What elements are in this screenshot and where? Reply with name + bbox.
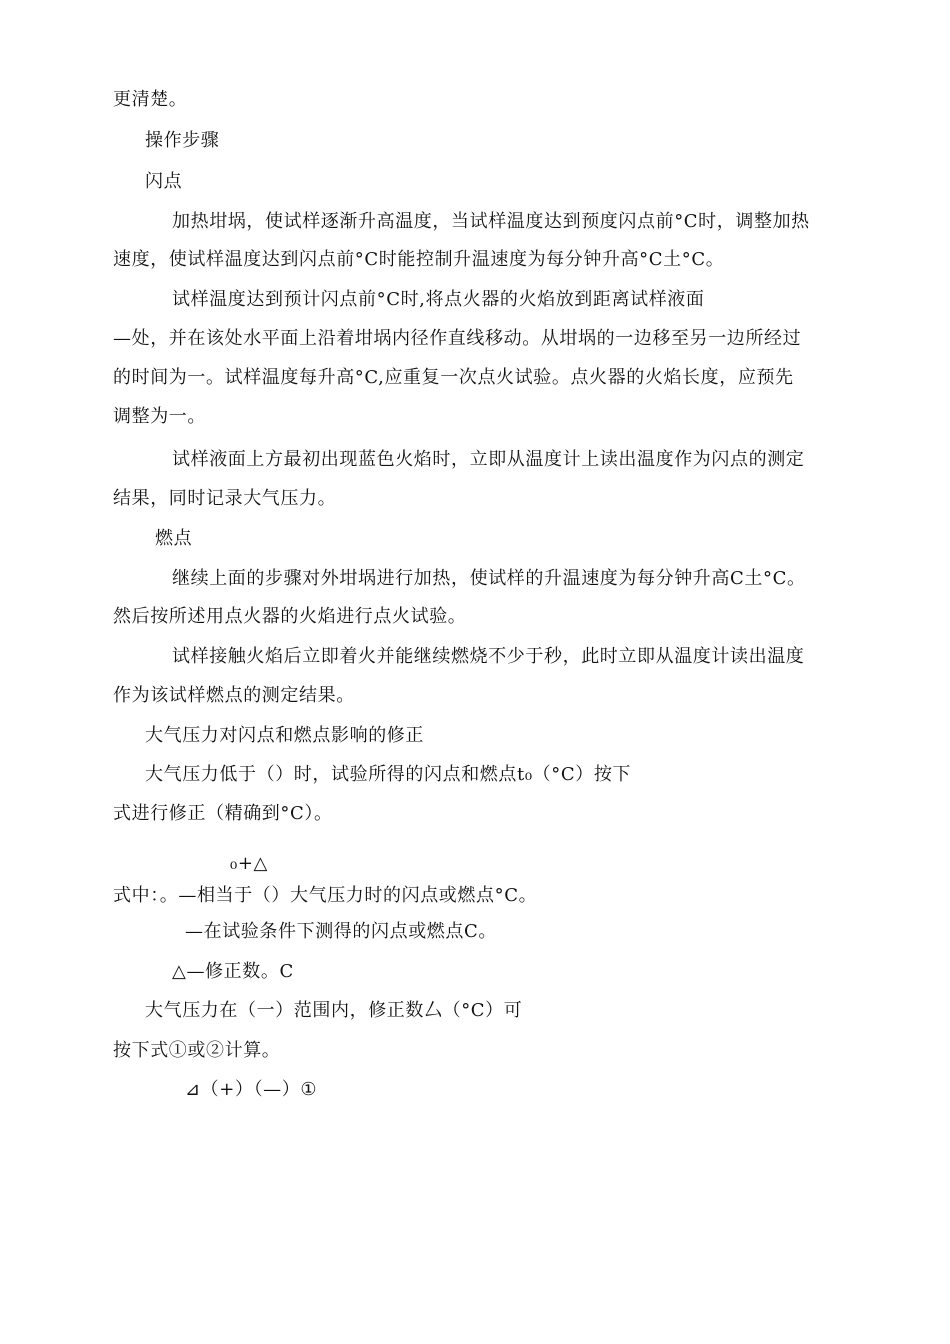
formula-delta: ⊿（+）（—）①	[185, 1079, 318, 1100]
paragraph-ignition-line-2: 作为该试样燃点的测定结果。	[113, 685, 355, 706]
paragraph-igniter-line-1: 试样温度达到预计闪点前°C时,将点火器的火焰放到距离试样液面	[172, 289, 705, 310]
paragraph-range-line-1: 大气压力在（一）范围内，修正数厶（°C）可	[145, 1000, 523, 1021]
heading-pressure-correction: 大气压力对闪点和燃点影响的修正	[145, 725, 424, 746]
heading-fire-point: 燃点	[155, 528, 193, 549]
formula-correction: ₀+△	[230, 853, 268, 874]
legend-line-2: —在试验条件下测得的闪点或燃点C。	[185, 921, 497, 942]
paragraph-heating-line-1: 加热坩埚，使试样逐渐升高温度，当试样温度达到预度闪点前°C时，调整加热	[172, 211, 810, 232]
paragraph-igniter-line-4: 调整为一。	[113, 406, 206, 427]
heading-flash-point: 闪点	[145, 171, 183, 192]
paragraph-flame-line-1: 试样液面上方最初出现蓝色火焰时，立即从温度计上读出温度作为闪点的测定	[172, 449, 805, 470]
paragraph-continue-line-2: 然后按所述用点火器的火焰进行点火试验。	[113, 606, 467, 627]
paragraph-range-line-2: 按下式①或②计算。	[113, 1040, 281, 1061]
paragraph-continue-line-1: 继续上面的步骤对外坩埚进行加热，使试样的升温速度为每分钟升高C土°C。	[172, 568, 806, 589]
legend-line-3: △—修正数。C	[172, 961, 294, 982]
heading-operation-steps: 操作步骤	[145, 130, 220, 151]
paragraph-pressure-line-1: 大气压力低于（）时，试验所得的闪点和燃点t₀（°C）按下	[145, 764, 632, 785]
paragraph-flame-line-2: 结果，同时记录大气压力。	[113, 488, 337, 509]
legend-line-1: 式中：。—相当于（）大气压力时的闪点或燃点°C。	[113, 885, 538, 906]
paragraph-pressure-line-2: 式进行修正（精确到°C）。	[113, 803, 333, 824]
paragraph-heating-line-2: 速度，使试样温度达到闪点前°C时能控制升温速度为每分钟升高°C土°C。	[113, 249, 725, 270]
text-line-intro-end: 更清楚。	[113, 89, 188, 110]
paragraph-igniter-line-2: —处，并在该处水平面上沿着坩埚内径作直线移动。从坩埚的一边移至另一边所经过	[113, 328, 802, 349]
paragraph-igniter-line-3: 的时间为一。试样温度每升高°C,应重复一次点火试验。点火器的火焰长度，应预先	[113, 367, 794, 388]
paragraph-ignition-line-1: 试样接触火焰后立即着火并能继续燃烧不少于秒，此时立即从温度计读出温度	[172, 646, 805, 667]
